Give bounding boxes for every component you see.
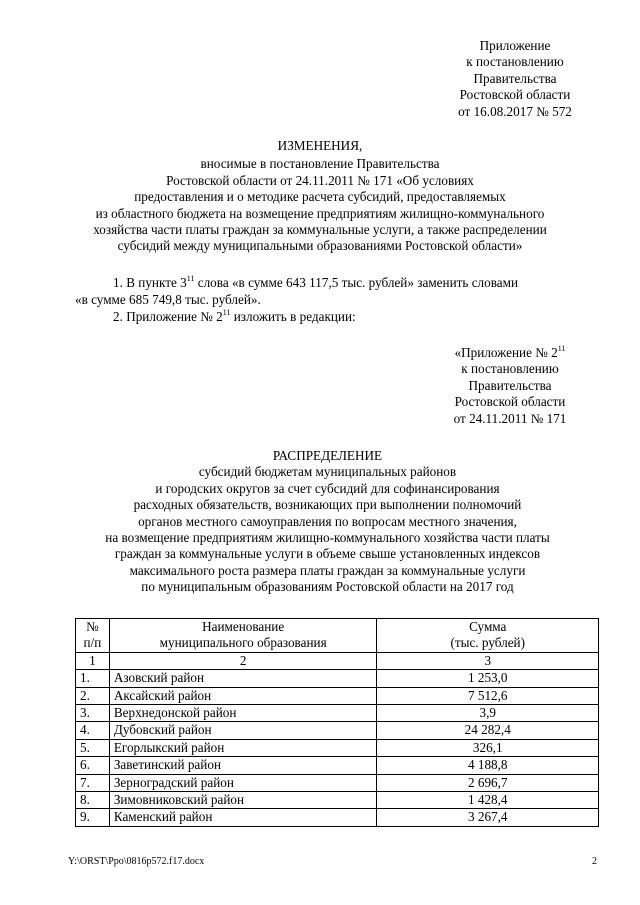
changes-line: вносимые в постановление Правительства bbox=[200, 156, 440, 172]
distribution-title: РАСПРЕДЕЛЕНИЕ bbox=[272, 448, 383, 463]
row-name: Егорлыкский район bbox=[109, 739, 377, 756]
index-cell: 1 bbox=[76, 652, 110, 669]
footer-path: Y:\ORST\Ppo\0816p572.f17.docx bbox=[68, 856, 205, 867]
item-1-cont bbox=[75, 292, 565, 308]
index-cell: 3 bbox=[377, 652, 599, 669]
table-row bbox=[76, 705, 599, 722]
row-sum: 3,9 bbox=[377, 705, 599, 722]
item-1-sup: 11 bbox=[186, 273, 195, 283]
row-num: 9. bbox=[76, 809, 110, 826]
row-name: Зимовниковский район bbox=[109, 792, 377, 809]
item-2-text-a: 2. Приложение № 2 bbox=[113, 309, 223, 324]
item-2-text-b: изложить в редакции: bbox=[230, 309, 356, 324]
row-name: Заветинский район bbox=[109, 757, 377, 774]
table-row bbox=[76, 809, 599, 826]
row-name: Дубовский район bbox=[109, 722, 377, 739]
appendix2-line: Правительства bbox=[468, 377, 552, 393]
appendix2-line: Ростовской области bbox=[454, 394, 566, 410]
appendix2-first-text: «Приложение № 2 bbox=[454, 345, 558, 360]
table-row bbox=[76, 757, 599, 774]
row-num: 1. bbox=[76, 670, 110, 687]
distribution-line: по муниципальным образованиям Ростовской области на 2017 год bbox=[141, 579, 514, 595]
header-num: № п/п bbox=[76, 619, 110, 653]
distribution-block bbox=[40, 448, 615, 596]
appendix-block bbox=[410, 38, 620, 120]
table-header-row bbox=[76, 619, 599, 653]
row-name: Зерноградский район bbox=[109, 774, 377, 791]
header-sum: Сумма (тыс. рублей) bbox=[377, 619, 599, 653]
distribution-line: граждан за коммунальные услуги в объеме свыше установленных индексов bbox=[114, 546, 541, 562]
row-name: Верхнедонской район bbox=[109, 705, 377, 722]
row-name: Аксайский район bbox=[109, 687, 377, 704]
row-num: 3. bbox=[76, 705, 110, 722]
row-num: 8. bbox=[76, 792, 110, 809]
item-2-sup: 11 bbox=[222, 307, 231, 317]
appendix-line: Приложение bbox=[479, 38, 551, 53]
appendix2-first bbox=[405, 345, 615, 361]
appendix-line: Ростовской области bbox=[459, 87, 571, 103]
distribution-line: расходных обязательств, возникающих при выполнении полномочий bbox=[133, 497, 522, 513]
index-cell: 2 bbox=[109, 652, 377, 669]
row-sum: 4 188,8 bbox=[377, 757, 599, 774]
row-sum: 326,1 bbox=[377, 739, 599, 756]
row-num: 5. bbox=[76, 739, 110, 756]
changes-block bbox=[40, 138, 600, 255]
row-sum: 7 512,6 bbox=[377, 687, 599, 704]
distribution-line: и городских округов за счет субсидий для софинансирования bbox=[155, 480, 500, 496]
row-num: 7. bbox=[76, 774, 110, 791]
distribution-line: на возмещение предприятиям жилищно-коммунального хозяйства части платы bbox=[105, 530, 550, 546]
row-name: Каменский район bbox=[109, 809, 377, 826]
table-row bbox=[76, 670, 599, 687]
item-2 bbox=[75, 309, 565, 325]
row-sum: 3 267,4 bbox=[377, 809, 599, 826]
changes-line: предоставления и о методике расчета субсидий, предоставляемых bbox=[134, 189, 506, 205]
appendix-line: к постановлению bbox=[466, 54, 564, 70]
table-index-row bbox=[76, 652, 599, 669]
item-1-text-a: 1. В пункте 3 bbox=[113, 275, 187, 290]
changes-line: из областного бюджета на возмещение предприятиям жилищно-коммунального bbox=[95, 205, 545, 221]
appendix2-block bbox=[405, 345, 615, 427]
row-num: 2. bbox=[76, 687, 110, 704]
row-num: 4. bbox=[76, 722, 110, 739]
appendix2-line: к постановлению bbox=[461, 361, 559, 377]
changes-line: Ростовской области от 24.11.2011 № 171 «Об условиях bbox=[166, 172, 474, 188]
changes-line: субсидий между муниципальными образованиями Ростовской области» bbox=[117, 238, 523, 254]
changes-line: хозяйства части платы граждан за коммунальные услуги, а также распределении bbox=[93, 222, 547, 238]
table-row bbox=[76, 774, 599, 791]
footer-page-number: 2 bbox=[592, 856, 597, 867]
table-row bbox=[76, 792, 599, 809]
appendix-line: от 16.08.2017 № 572 bbox=[458, 103, 572, 119]
row-sum: 24 282,4 bbox=[377, 722, 599, 739]
row-sum: 2 696,7 bbox=[377, 774, 599, 791]
distribution-table bbox=[75, 618, 599, 827]
row-name: Азовский район bbox=[109, 670, 377, 687]
distribution-line: органов местного самоуправления по вопросам местного значения, bbox=[138, 513, 517, 529]
appendix2-sup: 11 bbox=[557, 343, 566, 353]
item-1 bbox=[75, 275, 565, 291]
item-1-text-b: слова «в сумме 643 117,5 тыс. рублей» заменить словами bbox=[194, 275, 519, 290]
distribution-line: максимального роста размера платы граждан за коммунальные услуги bbox=[129, 562, 526, 578]
table-row bbox=[76, 739, 599, 756]
appendix-line: Правительства bbox=[473, 70, 557, 86]
appendix2-line: от 24.11.2011 № 171 bbox=[453, 410, 567, 426]
header-name: Наименование муниципального образования bbox=[109, 619, 377, 653]
changes-title: ИЗМЕНЕНИЯ, bbox=[277, 138, 363, 153]
item-1-text-c: «в сумме 685 749,8 тыс. рублей». bbox=[75, 292, 261, 307]
row-sum: 1 428,4 bbox=[377, 792, 599, 809]
table-row bbox=[76, 722, 599, 739]
table-row bbox=[76, 687, 599, 704]
row-num: 6. bbox=[76, 757, 110, 774]
row-sum: 1 253,0 bbox=[377, 670, 599, 687]
distribution-line: субсидий бюджетам муниципальных районов bbox=[198, 464, 457, 480]
